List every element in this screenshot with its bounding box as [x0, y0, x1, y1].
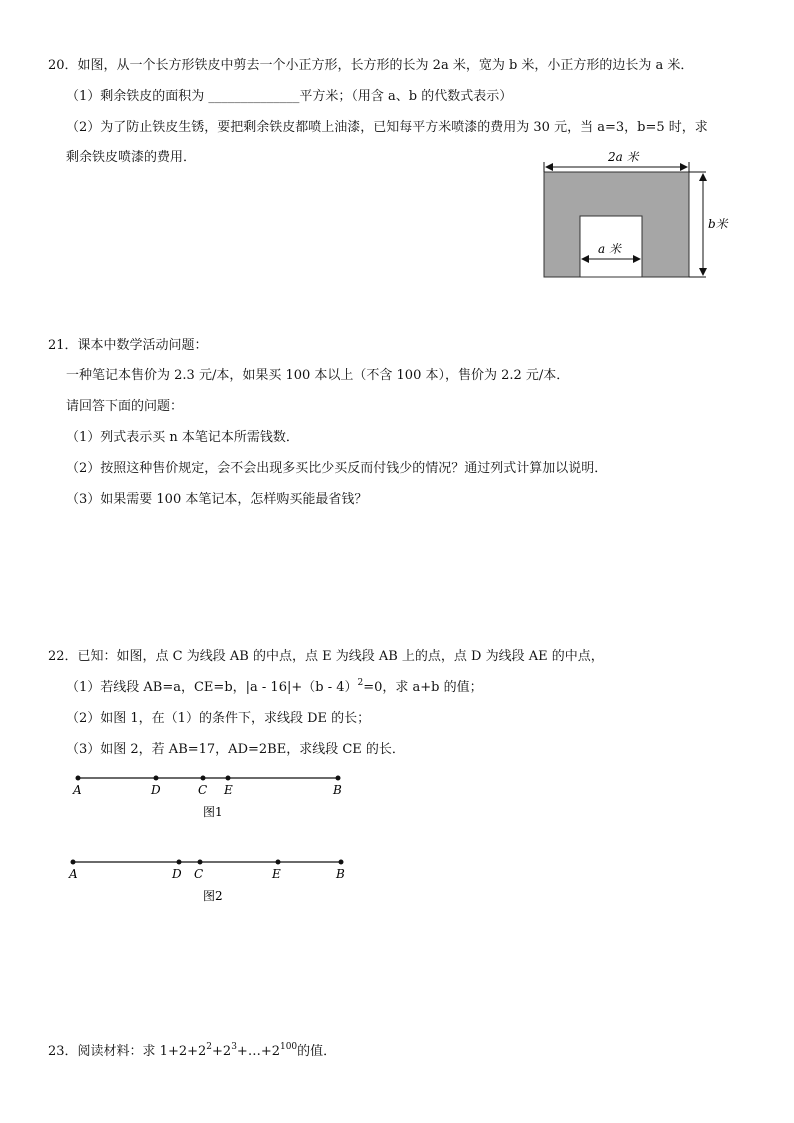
inner-dimension-label: a 米 — [598, 242, 621, 256]
label-a: A — [69, 867, 78, 881]
q20-part2-cont: 剩余铁皮喷漆的费用． — [66, 150, 197, 165]
label-c: C — [198, 783, 208, 797]
label-d: D — [172, 867, 182, 881]
q22-part2: （2）如图 1，在（1）的条件下，求线段 DE 的长； — [66, 711, 371, 726]
point-c — [201, 776, 206, 781]
figure2-caption: 图2 — [203, 889, 223, 903]
label-d: D — [151, 783, 161, 797]
q20-part2: （2）为了防止铁皮生锈，要把剩余铁皮都喷上油漆，已知每平方米喷漆的费用为 30 元，当 a=3，b=5 时，求 — [66, 120, 708, 135]
q20-stem: 20．如图，从一个长方形铁皮中剪去一个小正方形，长方形的长为 2a 米，宽为 b 米，小正方形的边长为 a 米． — [48, 58, 694, 73]
top-dimension-label: 2a 米 — [608, 150, 639, 164]
point-b — [339, 860, 344, 865]
label-b: B — [336, 867, 345, 881]
point-a — [71, 860, 76, 865]
point-c — [198, 860, 203, 865]
q21-prompt: 请回答下面的问题： — [66, 399, 184, 414]
q22-figure1 — [0, 770, 400, 830]
point-a — [76, 776, 81, 781]
q23-stem: 23．阅读材料：求 $1+2+2^2+2^3+\dots+2^{100}$的值． — [48, 1042, 337, 1059]
label-e: E — [224, 783, 233, 797]
point-e — [276, 860, 281, 865]
q22-stem: 22．已知：如图，点 C 为线段 AB 的中点，点 E 为线段 AB 上的点，点 D 为线段 AE 的中点， — [48, 649, 604, 664]
q21-part2: （2）按照这种售价规定，会不会出现多买比少买反而付钱少的情况？通过列式计算加以说明． — [66, 461, 608, 476]
label-c: C — [194, 867, 204, 881]
q22-figure2 — [0, 854, 400, 914]
point-d — [177, 860, 182, 865]
point-d — [154, 776, 159, 781]
label-a: A — [73, 783, 82, 797]
figure1-caption: 图1 — [203, 805, 223, 819]
point-e — [226, 776, 231, 781]
q20-part1: （1）剩余铁皮的面积为 ______________平方米；（用含 a、b 的代数式表示） — [66, 89, 513, 104]
right-dimension-label: b米 — [708, 217, 728, 231]
q20-figure — [0, 140, 794, 440]
q21-part3: （3）如果需要 100 本笔记本，怎样购买能最省钱？ — [66, 492, 368, 507]
q21-stem: 21．课本中数学活动问题： — [48, 338, 208, 353]
label-e: E — [272, 867, 281, 881]
q22-part1: （1）若线段 AB=a，CE=b，|a - 16|+（b - 4）$^2$=0，求 a+b 的值； — [66, 678, 483, 695]
point-b — [336, 776, 341, 781]
q22-part3: （3）如图 2，若 AB=17，AD=2BE，求线段 CE 的长． — [66, 742, 405, 757]
q21-info: 一种笔记本售价为 2.3 元/本，如果买 100 本以上（不含 100 本），售价为 2.2 元/本． — [66, 368, 570, 383]
q21-part1: （1）列式表示买 n 本笔记本所需钱数． — [66, 430, 299, 445]
label-b: B — [333, 783, 342, 797]
